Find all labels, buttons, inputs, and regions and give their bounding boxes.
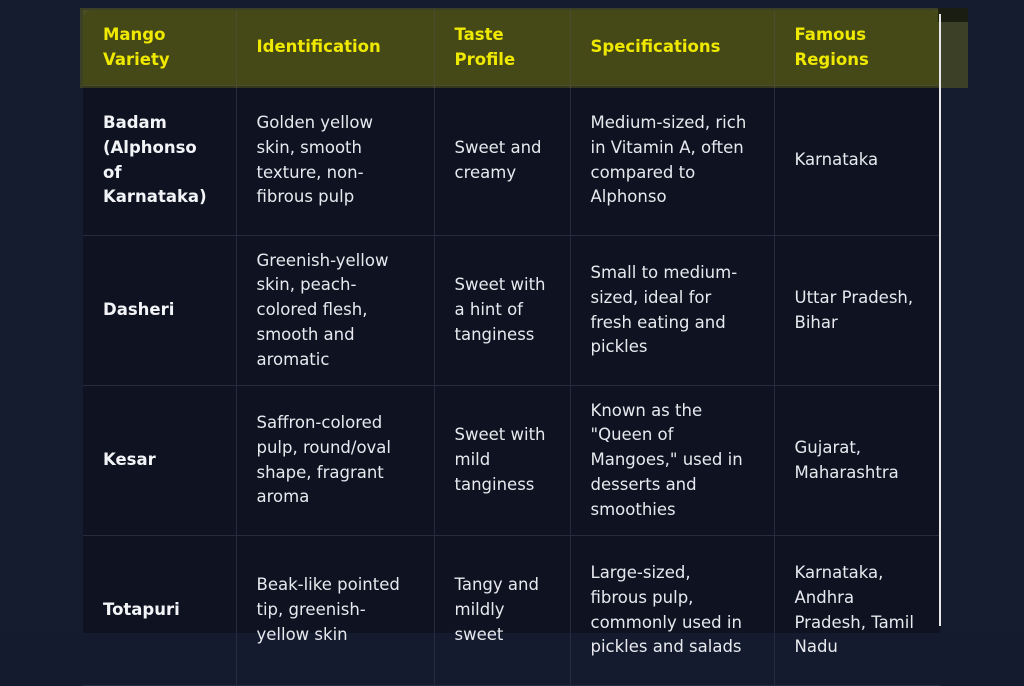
cell-taste-profile: Tangy and mildly sweet [434, 536, 570, 686]
highlight-smudge [938, 8, 968, 22]
cell-identification: Golden yellow skin, smooth texture, non- fibrous pulp [236, 86, 434, 236]
mango-varieties-table [83, 10, 940, 686]
cell-variety: Dasheri [83, 236, 236, 386]
cell-taste-profile: Sweet with a hint of tanginess [434, 236, 570, 386]
table-row [83, 86, 940, 236]
table-row [83, 236, 940, 386]
header-famous-regions: Famous Regions [774, 10, 940, 86]
cell-taste-profile: Sweet and creamy [434, 86, 570, 236]
table-row [83, 536, 940, 686]
cell-variety: Badam (Alphonso of Karnataka) [83, 86, 236, 236]
cell-specifications: Medium-sized, rich in Vitamin A, often compared to Alphonso [570, 86, 774, 236]
cell-identification: Beak-like pointed tip, greenish- yellow skin [236, 536, 434, 686]
cell-identification: Greenish-yellow skin, peach- colored flesh, smooth and aromatic [236, 236, 434, 386]
cell-taste-profile: Sweet with mild tanginess [434, 386, 570, 536]
cell-famous-regions: Uttar Pradesh, Bihar [774, 236, 940, 386]
header-specifications: Specifications [570, 10, 774, 86]
mango-varieties-table-card [83, 10, 940, 657]
cell-famous-regions: Gujarat, Maharashtra [774, 386, 940, 536]
cell-specifications: Large-sized, fibrous pulp, commonly used in pickles and salads [570, 536, 774, 686]
header-mango-variety: Mango Variety [83, 10, 236, 86]
header-identification: Identification [236, 10, 434, 86]
cell-famous-regions: Karnataka, Andhra Pradesh, Tamil Nadu [774, 536, 940, 686]
cell-variety: Kesar [83, 386, 236, 536]
table-header-row [83, 10, 940, 86]
cell-specifications: Small to medium- sized, ideal for fresh eating and pickles [570, 236, 774, 386]
header-taste-profile: Taste Profile [434, 10, 570, 86]
table-right-edge-line [939, 14, 941, 626]
cell-variety: Totapuri [83, 536, 236, 686]
cell-identification: Saffron-colored pulp, round/oval shape, fragrant aroma [236, 386, 434, 536]
cell-famous-regions: Karnataka [774, 86, 940, 236]
table-row [83, 386, 940, 536]
cell-specifications: Known as the "Queen of Mangoes," used in desserts and smoothies [570, 386, 774, 536]
